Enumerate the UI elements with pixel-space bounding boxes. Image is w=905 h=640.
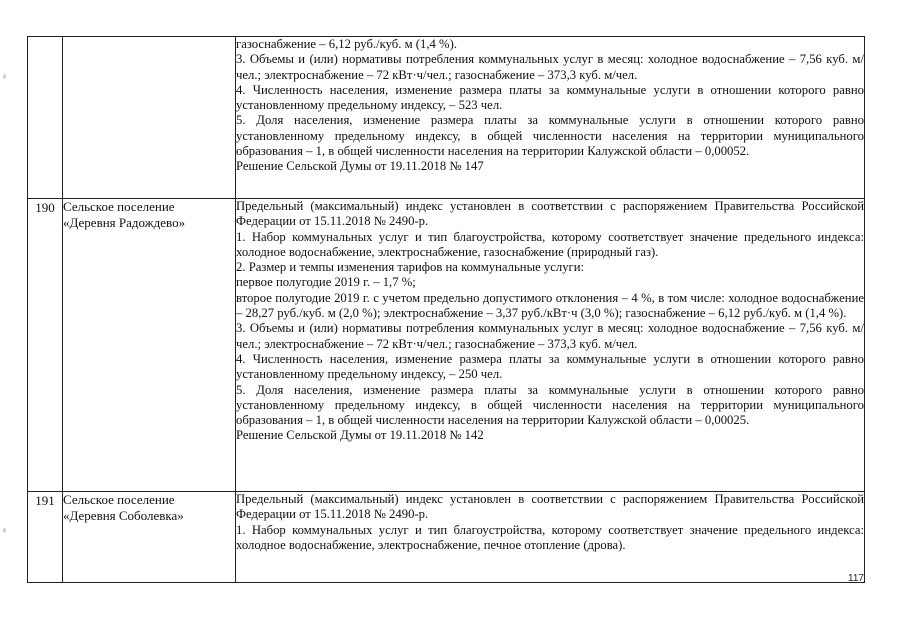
municipality-name: «Деревня Радождево»	[63, 215, 186, 230]
municipality-cell	[63, 37, 236, 199]
content-line: газоснабжение – 6,12 руб./куб. м (1,4 %).	[236, 37, 458, 51]
row-number-cell	[28, 492, 63, 583]
municipality-name: «Деревня Соболевка»	[63, 508, 184, 523]
content-line: 5. Доля населения, изменение размера платы за коммунальные услуги в отношении которого равно установленному предельному индексу, в общей численности населения на территории муниципального образования – 1, в общей численности населения на территории Калужской области – 0,00052.	[236, 113, 864, 159]
row-number: 190	[35, 200, 55, 215]
municipality-cell	[63, 492, 236, 583]
scan-artifact	[3, 74, 6, 79]
municipality-type: Сельское поселение	[63, 199, 175, 214]
municipality-type: Сельское поселение	[63, 492, 175, 507]
decision-reference: Решение Сельской Думы от 19.11.2018 № 147	[236, 159, 484, 174]
regulation-table	[27, 36, 865, 583]
row-number-cell	[28, 37, 63, 199]
content-line: 3. Объемы и (или) нормативы потребления коммунальных услуг в месяц: холодное водоснабжение – 7,56 куб. м/чел.; электроснабжение – 72 кВт·ч/чел.; газоснабжение – 373,3 куб. м/чел.	[236, 321, 864, 351]
table-row	[28, 199, 865, 492]
content-line: 5. Доля населения, изменение размера платы за коммунальные услуги в отношении которого равно установленному предельному индексу, в общей численности населения на территории муниципального образования – 1, в общей численности населения на территории Калужской области – 0,00025.	[236, 382, 864, 428]
content-line: 3. Объемы и (или) нормативы потребления коммунальных услуг в месяц: холодное водоснабжение – 7,56 куб. м/чел.; электроснабжение – 72 кВт·ч/чел.; газоснабжение – 373,3 куб. м/чел.	[236, 52, 864, 82]
row-number: 191	[35, 493, 55, 508]
content-line: Предельный (максимальный) индекс установлен в соответствии с распоряжением Правительства Российской Федерации от 15.11.2018 № 2490-р.	[236, 492, 864, 522]
content-line: 1. Набор коммунальных услуг и тип благоустройства, которому соответствует значение предельного индекса: холодное водоснабжение, электроснабжение, печное отопление (дрова).	[236, 522, 864, 552]
table-row	[28, 492, 865, 583]
page-number: 117	[848, 573, 864, 584]
content-cell	[236, 37, 865, 199]
content-line: Предельный (максимальный) индекс установлен в соответствии с распоряжением Правительства Российской Федерации от 15.11.2018 № 2490-р.	[236, 199, 864, 229]
decision-reference: Решение Сельской Думы от 19.11.2018 № 142	[236, 428, 484, 443]
row-number-cell	[28, 199, 63, 492]
content-cell	[236, 199, 865, 492]
content-line: первое полугодие 2019 г. – 1,7 %;	[236, 275, 416, 290]
content-cell	[236, 492, 865, 583]
content-line: 2. Размер и темпы изменения тарифов на коммунальные услуги:	[236, 260, 585, 275]
content-line: 1. Набор коммунальных услуг и тип благоустройства, которому соответствует значение предельного индекса: холодное водоснабжение, электроснабжение, газоснабжение (природный газ).	[236, 229, 864, 259]
content-line: 4. Численность населения, изменение размера платы за коммунальные услуги в отношении которого равно установленному предельному индексу, – 250 чел.	[236, 351, 864, 382]
content-line: 4. Численность населения, изменение размера платы за коммунальные услуги в отношении которого равно установленному предельному индексу, – 523 чел.	[236, 82, 864, 113]
municipality-cell	[63, 199, 236, 492]
content-line: второе полугодие 2019 г. с учетом предельно допустимого отклонения – 4 %, в том числе: холодное водоснабжение – 28,27 руб./куб. м (2,0 %); электроснабжение – 3,37 руб./кВт·ч (3,0 %); газоснабжение – 6,12 руб./куб. м (1,4 %).	[236, 290, 864, 321]
table-row	[28, 37, 865, 199]
scan-artifact	[3, 528, 6, 533]
